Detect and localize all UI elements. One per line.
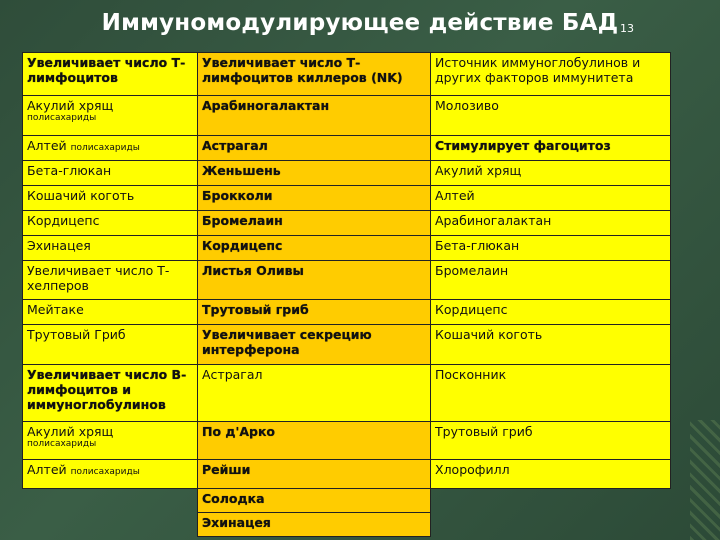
table-cell: По д'Арко	[198, 422, 431, 460]
slide-title: Иммуномодулирующее действие БАД	[101, 10, 619, 36]
table-cell: Увеличивает число В-лимфоцитов и иммуноглобулинов	[23, 365, 198, 422]
table-cell: Бромелаин	[431, 261, 671, 300]
cell-note: полисахариды	[70, 467, 140, 477]
table-cell: Брокколи	[198, 186, 431, 211]
table-cell	[23, 460, 198, 489]
cell-note: полисахариды	[70, 143, 140, 153]
cell-text: Алтей	[27, 462, 67, 477]
table-row	[23, 53, 671, 96]
cell-note: полисахариды	[27, 439, 97, 449]
cell-text: Акулий хрящ	[27, 424, 114, 439]
table-row	[23, 422, 671, 460]
table-cell-empty	[431, 489, 671, 513]
table-cell	[23, 136, 198, 161]
table-row	[23, 365, 671, 422]
table-row	[23, 460, 671, 489]
table-cell: Астрагал	[198, 365, 431, 422]
table-row	[23, 236, 671, 261]
supplements-table	[22, 52, 671, 537]
table-cell-empty	[431, 513, 671, 537]
table-cell	[23, 422, 198, 460]
table-row	[23, 325, 671, 365]
table-cell: Источник иммуноглобулинов и других факторов иммунитета	[431, 53, 671, 96]
cell-text: Алтей	[27, 138, 67, 153]
table-cell: Трутовый Гриб	[23, 325, 198, 365]
table-cell: Акулий хрящ	[431, 161, 671, 186]
table-cell: Увеличивает секрецию интерферона	[198, 325, 431, 365]
table-cell: Увеличивает число Т-хелперов	[23, 261, 198, 300]
table-cell: Солодка	[198, 489, 431, 513]
table-row	[23, 161, 671, 186]
table-row	[23, 211, 671, 236]
table-cell	[23, 96, 198, 136]
table-cell: Кошачий коготь	[23, 186, 198, 211]
table-row	[23, 513, 671, 537]
table-row	[23, 136, 671, 161]
table-row	[23, 300, 671, 325]
table-cell: Трутовый гриб	[431, 422, 671, 460]
table-cell-empty	[23, 489, 198, 513]
table-cell: Женьшень	[198, 161, 431, 186]
decorative-pattern	[690, 420, 720, 540]
table-cell: Бромелаин	[198, 211, 431, 236]
table-cell: Эхинацея	[198, 513, 431, 537]
table-row	[23, 261, 671, 300]
table-cell: Мейтаке	[23, 300, 198, 325]
table-cell: Посконник	[431, 365, 671, 422]
table-cell: Бета-глюкан	[23, 161, 198, 186]
table-row	[23, 186, 671, 211]
table-row	[23, 96, 671, 136]
table-cell: Кошачий коготь	[431, 325, 671, 365]
table-cell: Хлорофилл	[431, 460, 671, 489]
slide-number: 13	[620, 22, 634, 35]
table-cell: Кордицепс	[431, 300, 671, 325]
table-cell: Астрагал	[198, 136, 431, 161]
table-cell: Молозиво	[431, 96, 671, 136]
cell-text: Акулий хрящ	[27, 98, 114, 113]
table-cell: Кордицепс	[198, 236, 431, 261]
table-cell: Трутовый гриб	[198, 300, 431, 325]
table-cell: Арабиногалактан	[431, 211, 671, 236]
table-row	[23, 489, 671, 513]
table-cell: Стимулирует фагоцитоз	[431, 136, 671, 161]
table-cell: Кордицепс	[23, 211, 198, 236]
table-cell: Эхинацея	[23, 236, 198, 261]
table-cell: Алтей	[431, 186, 671, 211]
table-cell: Увеличивает число Т-лимфоцитов киллеров (NK)	[198, 53, 431, 96]
table-cell: Листья Оливы	[198, 261, 431, 300]
table-cell: Увеличивает число Т-лимфоцитов	[23, 53, 198, 96]
table-cell-empty	[23, 513, 198, 537]
cell-note: полисахариды	[27, 113, 97, 123]
table-cell: Рейши	[198, 460, 431, 489]
table-cell: Бета-глюкан	[431, 236, 671, 261]
table-cell: Арабиногалактан	[198, 96, 431, 136]
